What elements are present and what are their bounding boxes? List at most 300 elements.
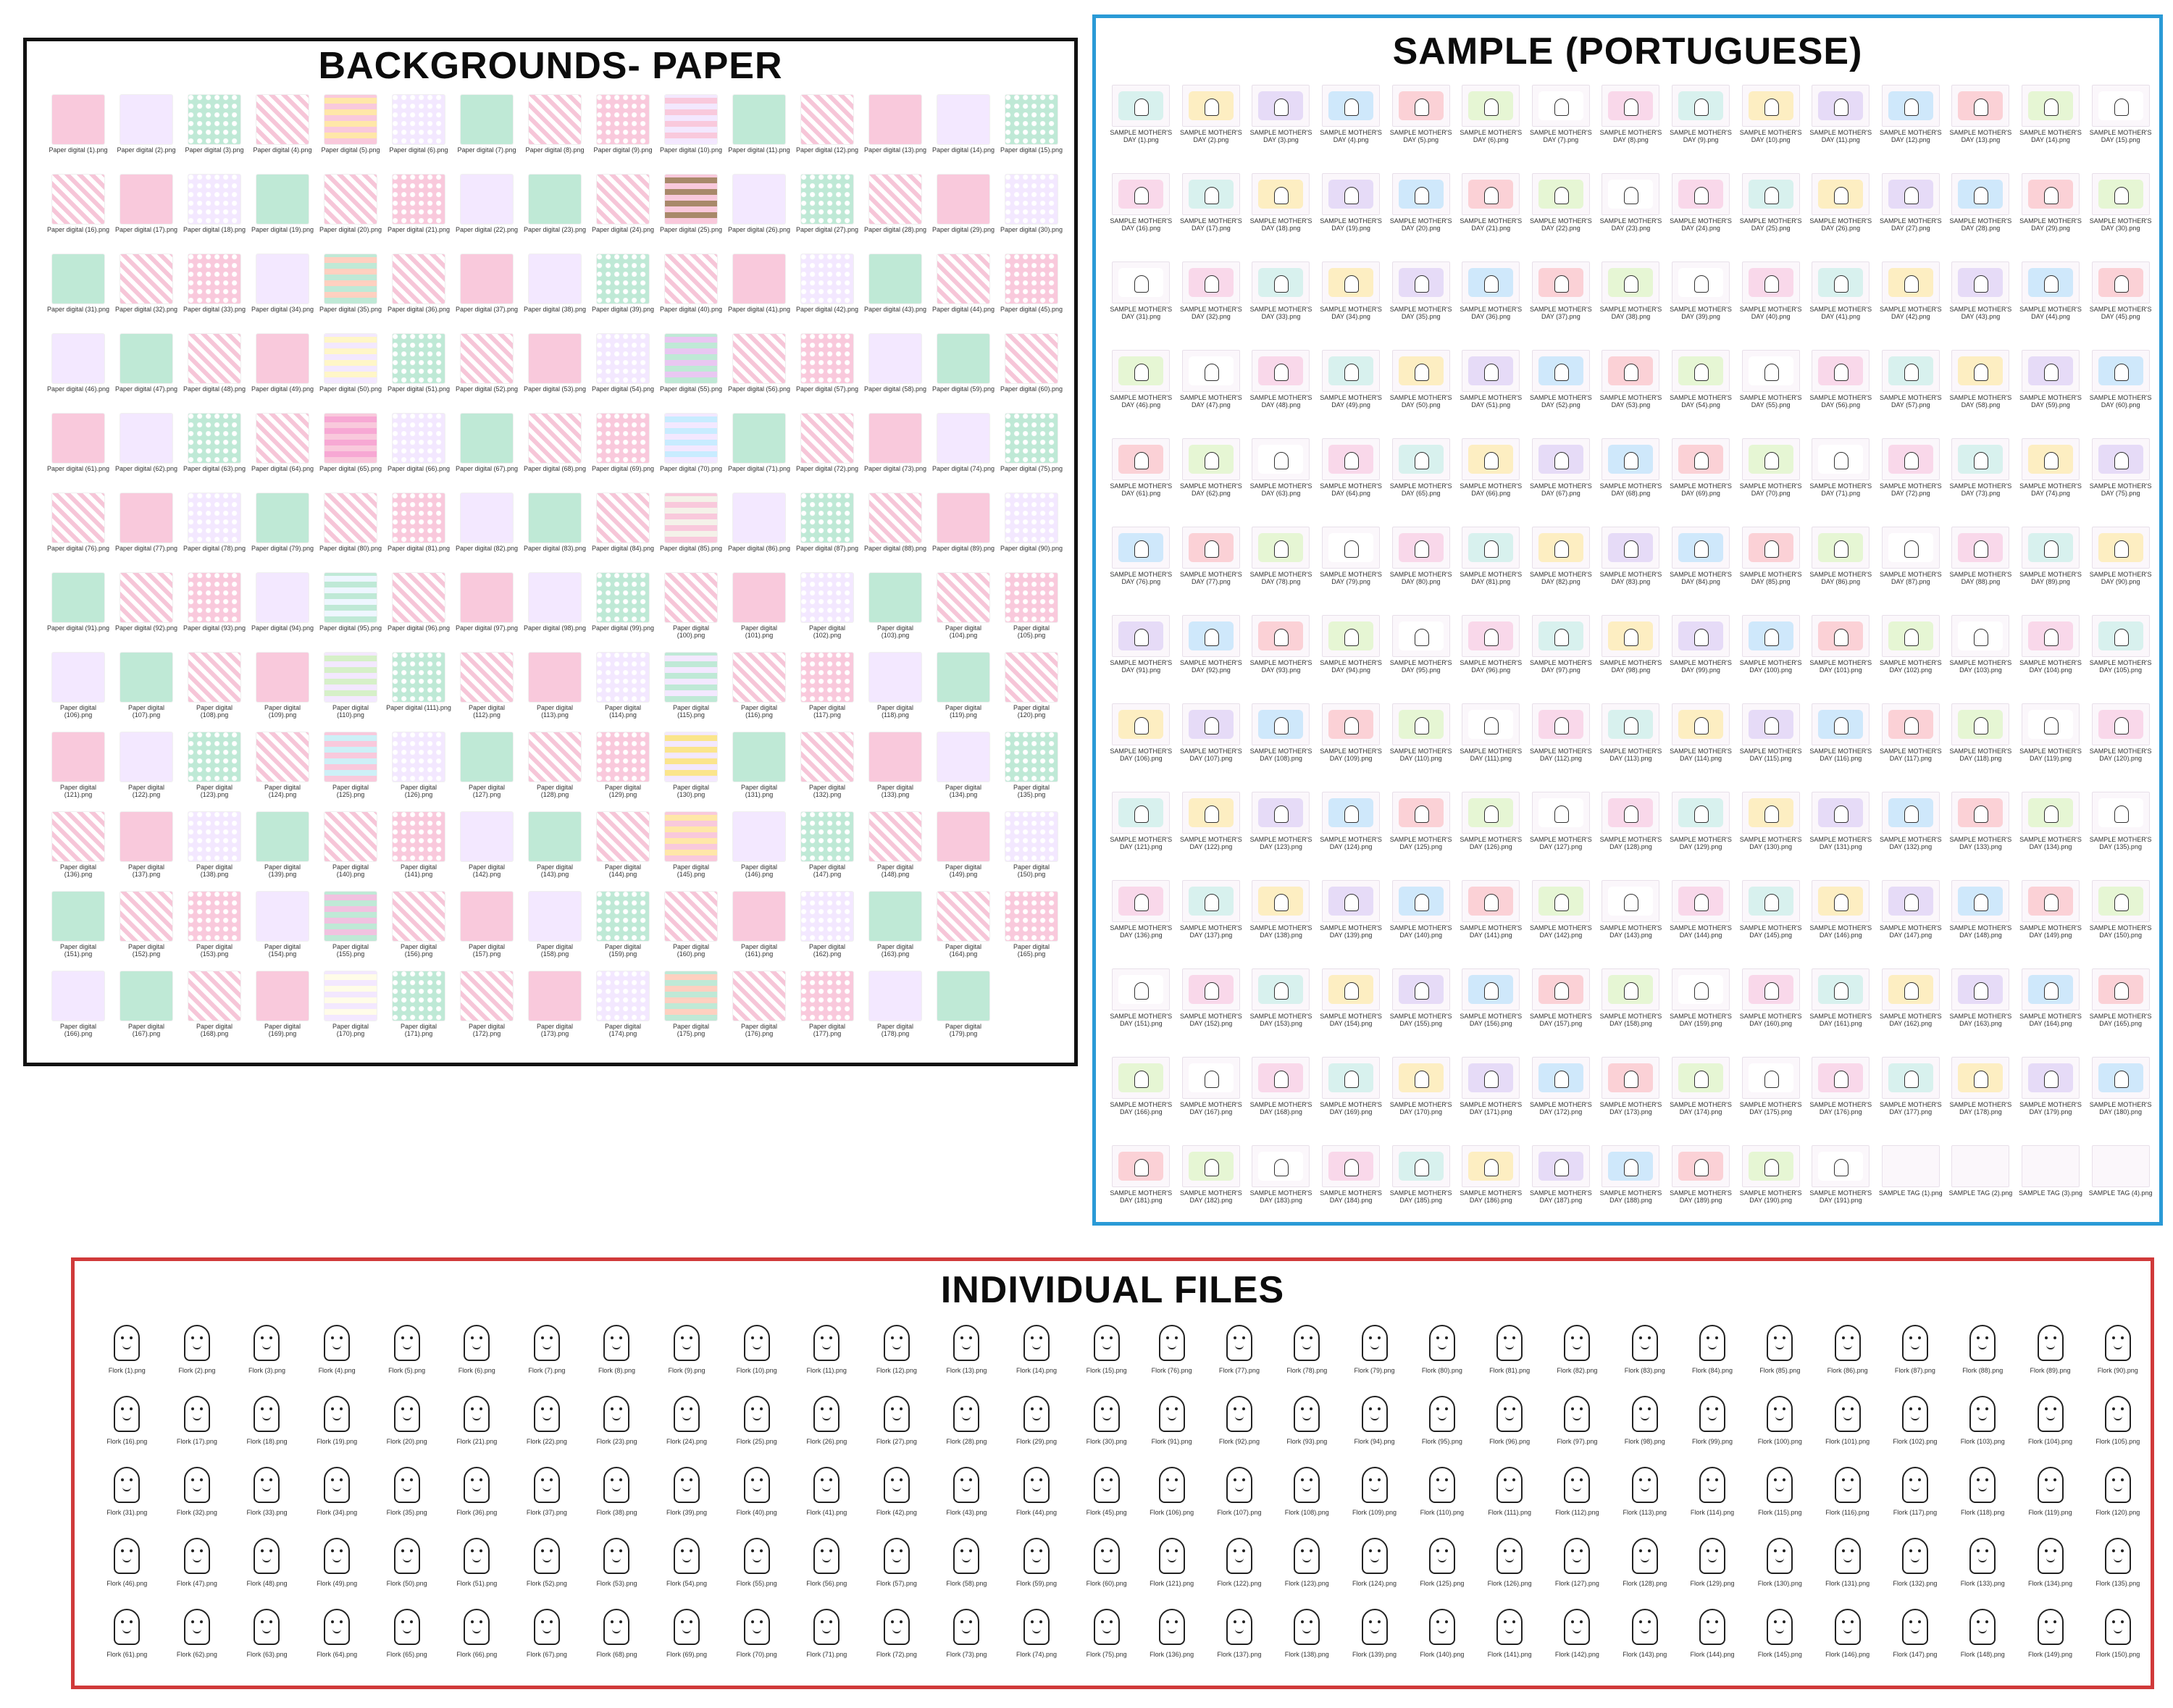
flork-file-tile[interactable] (2017, 1389, 2084, 1460)
sample-file-tile[interactable] (1596, 527, 1666, 615)
paper-file-tile[interactable] (929, 493, 997, 573)
sample-file-tile[interactable] (2016, 438, 2086, 527)
flork-file-tile[interactable] (1949, 1602, 2017, 1673)
sample-file-tile[interactable] (1596, 792, 1666, 880)
paper-file-tile[interactable] (385, 95, 453, 175)
paper-file-tile[interactable] (180, 175, 248, 254)
sample-file-tile[interactable] (1316, 261, 1386, 350)
sample-file-tile[interactable] (1876, 350, 1946, 438)
sample-file-tile[interactable] (1176, 173, 1247, 261)
sample-file-tile[interactable] (1736, 261, 1806, 350)
paper-file-tile[interactable] (997, 95, 1065, 175)
paper-file-tile[interactable] (317, 254, 385, 334)
paper-file-tile[interactable] (44, 653, 112, 732)
flork-file-tile[interactable] (1341, 1602, 1408, 1673)
flork-file-tile[interactable] (2017, 1460, 2084, 1531)
sample-file-tile[interactable] (1596, 438, 1666, 527)
flork-file-tile[interactable] (232, 1531, 302, 1602)
flork-file-tile[interactable] (1881, 1389, 1948, 1460)
paper-file-tile[interactable] (861, 493, 929, 573)
paper-file-tile[interactable] (317, 573, 385, 653)
flork-file-tile[interactable] (1138, 1318, 1205, 1389)
sample-file-tile[interactable] (1526, 880, 1596, 968)
flork-file-tile[interactable] (1611, 1318, 1678, 1389)
sample-file-tile[interactable] (1736, 173, 1806, 261)
sample-file-tile[interactable] (1596, 703, 1666, 792)
sample-file-tile[interactable] (2085, 880, 2156, 968)
paper-file-tile[interactable] (793, 493, 861, 573)
paper-file-tile[interactable] (861, 175, 929, 254)
flork-file-tile[interactable] (1408, 1602, 1475, 1673)
paper-file-tile[interactable] (589, 892, 657, 971)
flork-file-tile[interactable] (1881, 1602, 1948, 1673)
flork-file-tile[interactable] (1408, 1531, 1475, 1602)
paper-file-tile[interactable] (521, 892, 589, 971)
flork-file-tile[interactable] (2017, 1318, 2084, 1389)
flork-file-tile[interactable] (1746, 1531, 1814, 1602)
sample-file-tile[interactable] (1386, 1057, 1456, 1145)
flork-file-tile[interactable] (512, 1389, 582, 1460)
sample-file-tile[interactable] (1736, 527, 1806, 615)
flork-file-tile[interactable] (1205, 1460, 1273, 1531)
sample-file-tile[interactable] (1176, 261, 1247, 350)
sample-file-tile[interactable] (1106, 968, 1176, 1057)
paper-file-tile[interactable] (793, 254, 861, 334)
sample-file-tile[interactable] (1876, 703, 1946, 792)
sample-file-tile[interactable] (1806, 173, 1876, 261)
flork-file-tile[interactable] (1544, 1602, 1611, 1673)
paper-file-tile[interactable] (44, 493, 112, 573)
paper-file-tile[interactable] (793, 892, 861, 971)
sample-file-tile[interactable] (1876, 968, 1946, 1057)
sample-file-tile[interactable] (1526, 615, 1596, 703)
sample-file-tile[interactable] (1456, 527, 1526, 615)
paper-file-tile[interactable] (317, 971, 385, 1051)
sample-file-tile[interactable] (1246, 527, 1316, 615)
flork-file-tile[interactable] (1273, 1318, 1341, 1389)
flork-file-tile[interactable] (1002, 1460, 1072, 1531)
sample-file-tile[interactable] (1316, 173, 1386, 261)
paper-file-tile[interactable] (385, 573, 453, 653)
paper-file-tile[interactable] (317, 414, 385, 493)
paper-file-tile[interactable] (248, 414, 317, 493)
sample-tag-tile[interactable] (1946, 1145, 2016, 1226)
sample-file-tile[interactable] (1386, 527, 1456, 615)
sample-file-tile[interactable] (2085, 968, 2156, 1057)
sample-file-tile[interactable] (1246, 968, 1316, 1057)
flork-file-tile[interactable] (1475, 1318, 1543, 1389)
flork-file-tile[interactable] (1475, 1460, 1543, 1531)
flork-file-tile[interactable] (2084, 1602, 2151, 1673)
paper-file-tile[interactable] (793, 414, 861, 493)
flork-file-tile[interactable] (652, 1460, 722, 1531)
flork-file-tile[interactable] (162, 1318, 233, 1389)
sample-file-tile[interactable] (1666, 527, 1736, 615)
paper-file-tile[interactable] (997, 653, 1065, 732)
paper-file-tile[interactable] (929, 653, 997, 732)
flork-file-tile[interactable] (442, 1389, 512, 1460)
flork-file-tile[interactable] (931, 1389, 1002, 1460)
flork-file-tile[interactable] (862, 1389, 932, 1460)
sample-file-tile[interactable] (1876, 1057, 1946, 1145)
sample-file-tile[interactable] (1596, 261, 1666, 350)
flork-file-tile[interactable] (582, 1318, 652, 1389)
flork-file-tile[interactable] (652, 1531, 722, 1602)
sample-file-tile[interactable] (1946, 1057, 2016, 1145)
flork-file-tile[interactable] (652, 1389, 722, 1460)
flork-file-tile[interactable] (1949, 1460, 2017, 1531)
flork-file-tile[interactable] (512, 1531, 582, 1602)
flork-file-tile[interactable] (302, 1318, 372, 1389)
sample-file-tile[interactable] (2085, 615, 2156, 703)
paper-file-tile[interactable] (385, 971, 453, 1051)
sample-file-tile[interactable] (1596, 1057, 1666, 1145)
sample-file-tile[interactable] (1876, 792, 1946, 880)
flork-file-tile[interactable] (1949, 1389, 2017, 1460)
paper-file-tile[interactable] (317, 175, 385, 254)
flork-file-tile[interactable] (1678, 1318, 1746, 1389)
sample-file-tile[interactable] (2085, 703, 2156, 792)
paper-file-tile[interactable] (521, 971, 589, 1051)
sample-file-tile[interactable] (1456, 792, 1526, 880)
sample-file-tile[interactable] (1456, 703, 1526, 792)
sample-file-tile[interactable] (1106, 527, 1176, 615)
flork-file-tile[interactable] (1544, 1389, 1611, 1460)
paper-file-tile[interactable] (929, 334, 997, 414)
sample-file-tile[interactable] (1456, 880, 1526, 968)
flork-file-tile[interactable] (1071, 1460, 1142, 1531)
sample-file-tile[interactable] (1386, 703, 1456, 792)
flork-file-tile[interactable] (721, 1389, 792, 1460)
flork-file-tile[interactable] (1341, 1318, 1408, 1389)
paper-file-tile[interactable] (453, 493, 521, 573)
flork-file-tile[interactable] (1071, 1531, 1142, 1602)
sample-file-tile[interactable] (1316, 1145, 1386, 1226)
sample-file-tile[interactable] (1526, 85, 1596, 173)
paper-file-tile[interactable] (657, 653, 725, 732)
flork-file-tile[interactable] (1341, 1460, 1408, 1531)
sample-file-tile[interactable] (1946, 173, 2016, 261)
sample-file-tile[interactable] (1456, 173, 1526, 261)
flork-file-tile[interactable] (1746, 1318, 1814, 1389)
flork-file-tile[interactable] (1544, 1531, 1611, 1602)
flork-file-tile[interactable] (1205, 1318, 1273, 1389)
sample-file-tile[interactable] (1526, 350, 1596, 438)
paper-file-tile[interactable] (453, 971, 521, 1051)
sample-file-tile[interactable] (1666, 880, 1736, 968)
paper-file-tile[interactable] (861, 732, 929, 812)
flork-file-tile[interactable] (1138, 1602, 1205, 1673)
paper-file-tile[interactable] (180, 812, 248, 892)
sample-file-tile[interactable] (2016, 968, 2086, 1057)
paper-file-tile[interactable] (725, 95, 793, 175)
paper-file-tile[interactable] (725, 254, 793, 334)
sample-file-tile[interactable] (1246, 261, 1316, 350)
paper-file-tile[interactable] (997, 812, 1065, 892)
sample-file-tile[interactable] (1946, 968, 2016, 1057)
sample-file-tile[interactable] (1106, 173, 1176, 261)
paper-file-tile[interactable] (317, 732, 385, 812)
paper-file-tile[interactable] (180, 493, 248, 573)
sample-file-tile[interactable] (1666, 1057, 1736, 1145)
sample-file-tile[interactable] (1526, 173, 1596, 261)
paper-file-tile[interactable] (453, 175, 521, 254)
sample-file-tile[interactable] (1666, 173, 1736, 261)
sample-file-tile[interactable] (1806, 350, 1876, 438)
paper-file-tile[interactable] (929, 812, 997, 892)
paper-file-tile[interactable] (112, 493, 180, 573)
paper-file-tile[interactable] (112, 971, 180, 1051)
sample-file-tile[interactable] (1596, 173, 1666, 261)
flork-file-tile[interactable] (92, 1531, 162, 1602)
flork-file-tile[interactable] (2084, 1318, 2151, 1389)
paper-file-tile[interactable] (589, 414, 657, 493)
flork-file-tile[interactable] (862, 1318, 932, 1389)
sample-file-tile[interactable] (1316, 880, 1386, 968)
sample-file-tile[interactable] (1806, 703, 1876, 792)
sample-file-tile[interactable] (1246, 1145, 1316, 1226)
sample-file-tile[interactable] (1806, 85, 1876, 173)
paper-file-tile[interactable] (44, 254, 112, 334)
sample-file-tile[interactable] (1736, 703, 1806, 792)
flork-file-tile[interactable] (1814, 1460, 1881, 1531)
flork-file-tile[interactable] (1746, 1389, 1814, 1460)
flork-file-tile[interactable] (582, 1531, 652, 1602)
sample-file-tile[interactable] (1106, 615, 1176, 703)
paper-file-tile[interactable] (180, 254, 248, 334)
paper-file-tile[interactable] (997, 175, 1065, 254)
paper-file-tile[interactable] (453, 95, 521, 175)
paper-file-tile[interactable] (44, 334, 112, 414)
sample-file-tile[interactable] (1946, 527, 2016, 615)
flork-file-tile[interactable] (302, 1389, 372, 1460)
flork-file-tile[interactable] (442, 1602, 512, 1673)
sample-file-tile[interactable] (1246, 615, 1316, 703)
sample-file-tile[interactable] (1456, 968, 1526, 1057)
paper-file-tile[interactable] (861, 95, 929, 175)
flork-file-tile[interactable] (792, 1318, 862, 1389)
paper-file-tile[interactable] (385, 812, 453, 892)
paper-file-tile[interactable] (997, 334, 1065, 414)
sample-file-tile[interactable] (2085, 85, 2156, 173)
paper-file-tile[interactable] (112, 95, 180, 175)
paper-file-tile[interactable] (317, 334, 385, 414)
sample-file-tile[interactable] (1246, 350, 1316, 438)
sample-file-tile[interactable] (1106, 1145, 1176, 1226)
sample-file-tile[interactable] (2016, 1057, 2086, 1145)
sample-file-tile[interactable] (1456, 85, 1526, 173)
paper-file-tile[interactable] (112, 573, 180, 653)
paper-file-tile[interactable] (317, 653, 385, 732)
sample-file-tile[interactable] (1176, 792, 1247, 880)
paper-file-tile[interactable] (44, 573, 112, 653)
paper-file-tile[interactable] (929, 175, 997, 254)
paper-file-tile[interactable] (453, 334, 521, 414)
sample-file-tile[interactable] (2016, 615, 2086, 703)
paper-file-tile[interactable] (248, 254, 317, 334)
paper-file-tile[interactable] (793, 95, 861, 175)
flork-file-tile[interactable] (1475, 1602, 1543, 1673)
sample-file-tile[interactable] (1176, 968, 1247, 1057)
flork-file-tile[interactable] (1881, 1318, 1948, 1389)
sample-file-tile[interactable] (1946, 261, 2016, 350)
sample-file-tile[interactable] (1666, 615, 1736, 703)
paper-file-tile[interactable] (929, 254, 997, 334)
sample-file-tile[interactable] (1386, 350, 1456, 438)
sample-file-tile[interactable] (1666, 1145, 1736, 1226)
flork-file-tile[interactable] (1002, 1389, 1072, 1460)
flork-file-tile[interactable] (1949, 1318, 2017, 1389)
flork-file-tile[interactable] (582, 1460, 652, 1531)
paper-file-tile[interactable] (657, 254, 725, 334)
sample-file-tile[interactable] (2016, 792, 2086, 880)
sample-file-tile[interactable] (2016, 527, 2086, 615)
flork-file-tile[interactable] (582, 1602, 652, 1673)
paper-file-tile[interactable] (521, 573, 589, 653)
sample-file-tile[interactable] (1106, 792, 1176, 880)
sample-file-tile[interactable] (1806, 438, 1876, 527)
sample-file-tile[interactable] (1946, 615, 2016, 703)
paper-file-tile[interactable] (725, 334, 793, 414)
flork-file-tile[interactable] (512, 1602, 582, 1673)
paper-file-tile[interactable] (861, 414, 929, 493)
sample-file-tile[interactable] (1876, 438, 1946, 527)
paper-file-tile[interactable] (657, 493, 725, 573)
paper-file-tile[interactable] (589, 95, 657, 175)
paper-file-tile[interactable] (657, 95, 725, 175)
flork-file-tile[interactable] (792, 1531, 862, 1602)
paper-file-tile[interactable] (861, 334, 929, 414)
flork-file-tile[interactable] (92, 1318, 162, 1389)
sample-file-tile[interactable] (1806, 880, 1876, 968)
flork-file-tile[interactable] (1071, 1602, 1142, 1673)
paper-file-tile[interactable] (248, 971, 317, 1051)
sample-file-tile[interactable] (1596, 350, 1666, 438)
paper-file-tile[interactable] (521, 812, 589, 892)
flork-file-tile[interactable] (2017, 1602, 2084, 1673)
paper-file-tile[interactable] (793, 175, 861, 254)
sample-file-tile[interactable] (1596, 880, 1666, 968)
paper-file-tile[interactable] (112, 653, 180, 732)
paper-file-tile[interactable] (521, 732, 589, 812)
sample-file-tile[interactable] (1596, 85, 1666, 173)
flork-file-tile[interactable] (1341, 1389, 1408, 1460)
paper-file-tile[interactable] (589, 493, 657, 573)
flork-file-tile[interactable] (1341, 1531, 1408, 1602)
paper-file-tile[interactable] (248, 334, 317, 414)
paper-file-tile[interactable] (180, 653, 248, 732)
sample-file-tile[interactable] (1946, 703, 2016, 792)
sample-file-tile[interactable] (2085, 438, 2156, 527)
sample-file-tile[interactable] (1176, 527, 1247, 615)
sample-file-tile[interactable] (1806, 1057, 1876, 1145)
sample-file-tile[interactable] (1106, 1057, 1176, 1145)
paper-file-tile[interactable] (861, 971, 929, 1051)
paper-file-tile[interactable] (248, 812, 317, 892)
flork-file-tile[interactable] (302, 1602, 372, 1673)
paper-file-tile[interactable] (589, 653, 657, 732)
paper-file-tile[interactable] (453, 414, 521, 493)
flork-file-tile[interactable] (1205, 1389, 1273, 1460)
flork-file-tile[interactable] (931, 1602, 1002, 1673)
sample-file-tile[interactable] (1526, 261, 1596, 350)
paper-file-tile[interactable] (997, 892, 1065, 971)
flork-file-tile[interactable] (1138, 1531, 1205, 1602)
sample-file-tile[interactable] (1736, 615, 1806, 703)
flork-file-tile[interactable] (372, 1460, 442, 1531)
paper-file-tile[interactable] (725, 971, 793, 1051)
paper-file-tile[interactable] (657, 971, 725, 1051)
flork-file-tile[interactable] (1138, 1389, 1205, 1460)
flork-file-tile[interactable] (1071, 1318, 1142, 1389)
flork-file-tile[interactable] (512, 1460, 582, 1531)
paper-file-tile[interactable] (453, 812, 521, 892)
sample-file-tile[interactable] (1246, 438, 1316, 527)
flork-file-tile[interactable] (1678, 1531, 1746, 1602)
flork-file-tile[interactable] (582, 1389, 652, 1460)
sample-file-tile[interactable] (2085, 527, 2156, 615)
flork-file-tile[interactable] (372, 1602, 442, 1673)
flork-file-tile[interactable] (721, 1602, 792, 1673)
sample-file-tile[interactable] (1176, 350, 1247, 438)
sample-file-tile[interactable] (1316, 703, 1386, 792)
paper-file-tile[interactable] (385, 254, 453, 334)
flork-file-tile[interactable] (862, 1602, 932, 1673)
sample-file-tile[interactable] (1666, 350, 1736, 438)
sample-file-tile[interactable] (2085, 261, 2156, 350)
paper-file-tile[interactable] (861, 653, 929, 732)
flork-file-tile[interactable] (1814, 1602, 1881, 1673)
sample-file-tile[interactable] (1946, 350, 2016, 438)
flork-file-tile[interactable] (92, 1602, 162, 1673)
paper-file-tile[interactable] (112, 892, 180, 971)
paper-file-tile[interactable] (929, 732, 997, 812)
flork-file-tile[interactable] (92, 1460, 162, 1531)
paper-file-tile[interactable] (725, 812, 793, 892)
flork-file-tile[interactable] (162, 1602, 233, 1673)
flork-file-tile[interactable] (1408, 1318, 1475, 1389)
paper-file-tile[interactable] (589, 254, 657, 334)
sample-file-tile[interactable] (1736, 1057, 1806, 1145)
sample-file-tile[interactable] (1736, 1145, 1806, 1226)
flork-file-tile[interactable] (1881, 1531, 1948, 1602)
sample-file-tile[interactable] (1176, 615, 1247, 703)
flork-file-tile[interactable] (2084, 1460, 2151, 1531)
sample-file-tile[interactable] (1876, 615, 1946, 703)
paper-file-tile[interactable] (725, 414, 793, 493)
sample-file-tile[interactable] (1176, 438, 1247, 527)
flork-file-tile[interactable] (92, 1389, 162, 1460)
paper-file-tile[interactable] (521, 95, 589, 175)
sample-file-tile[interactable] (1736, 880, 1806, 968)
sample-file-tile[interactable] (1736, 968, 1806, 1057)
paper-file-tile[interactable] (657, 175, 725, 254)
sample-file-tile[interactable] (1946, 880, 2016, 968)
paper-file-tile[interactable] (385, 414, 453, 493)
flork-file-tile[interactable] (1611, 1389, 1678, 1460)
sample-file-tile[interactable] (1386, 968, 1456, 1057)
sample-file-tile[interactable] (1386, 792, 1456, 880)
sample-file-tile[interactable] (1456, 1057, 1526, 1145)
sample-file-tile[interactable] (1806, 968, 1876, 1057)
sample-file-tile[interactable] (1386, 85, 1456, 173)
sample-file-tile[interactable] (1736, 792, 1806, 880)
flork-file-tile[interactable] (792, 1389, 862, 1460)
paper-file-tile[interactable] (521, 414, 589, 493)
flork-file-tile[interactable] (1544, 1318, 1611, 1389)
flork-file-tile[interactable] (792, 1460, 862, 1531)
flork-file-tile[interactable] (721, 1318, 792, 1389)
